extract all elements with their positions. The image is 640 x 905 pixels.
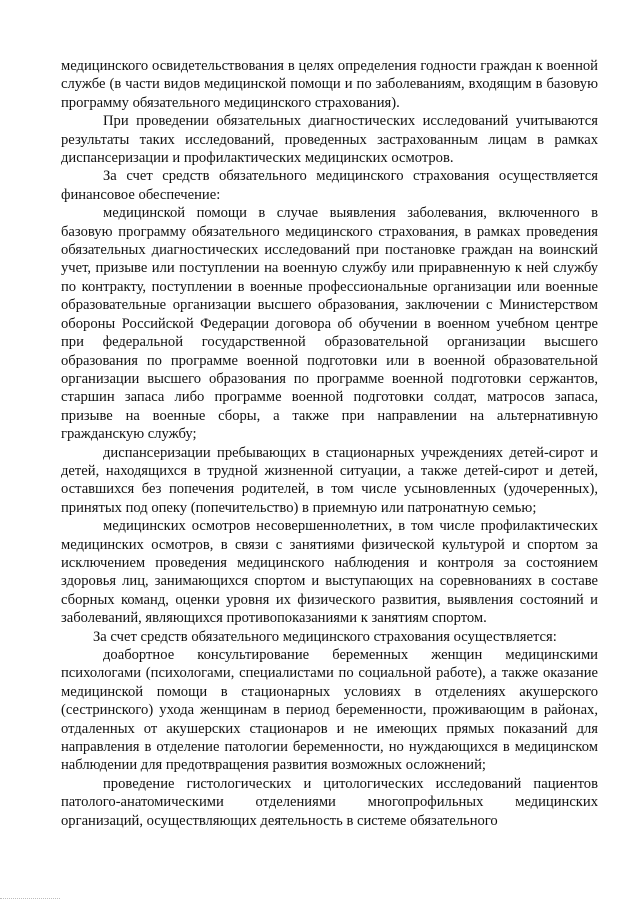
paragraph-7: За счет средств обязательного медицинского страхования осуществляется: [93, 628, 557, 645]
paragraph-3: За счет средств обязательного медицинского страхования осуществляется финансовое обеспечение: [61, 168, 598, 203]
scan-edge-mark [0, 898, 60, 905]
paragraph-6: медицинских осмотров несовершеннолетних, в том числе профилактических медицинских осмотров, в связи с занятиями физической культурой и спортом за исключением проведения медицинского наблюдения и контроля за состоянием здоровья лиц, занимающихся спортом и выступающих на соревнованиях в составе сборных команд, оценки уровня их физического развития, выявления состояний и заболеваний, являющихся противопоказаниями к занятиям спортом. [61, 518, 598, 627]
document-body [61, 57, 598, 830]
paragraph-5: диспансеризации пребывающих в стационарных учреждениях детей-сирот и детей, находящихся в трудной жизненной ситуации, а также детей-сирот и детей, оставшихся без попечения родителей, в том числе усыновленных (удочеренных), принятых под опеку (попечительство) в приемную или патронатную семью; [61, 444, 598, 516]
paragraph-2: При проведении обязательных диагностических исследований учитываются результаты таких исследований, проведенных застрахованным лицам в рамках диспансеризации и профилактических медицинских осмотров. [61, 113, 598, 167]
paragraph-9: проведение гистологических и цитологических исследований пациентов патолого-анатомическими отделениями многопрофильных медицинских организаций, осуществляющих деятельность в системе обязательного [61, 775, 598, 829]
paragraph-4: медицинской помощи в случае выявления заболевания, включенного в базовую программу обязательного медицинского страхования, в рамках проведения обязательных диагностических исследований при постановке граждан на воинский учет, призыве или поступлении на военную службу или приравненную к ней службу по контракту, поступлении в военные профессиональные организации или военные образовательные организации высшего образования, заключении с Министерством обороны Российской Федерации договора об обучении в военном учебном центре при федеральной государственной образовательной организации высшего образования по программе военной подготовки или в военной образовательной организации высшего образования по программе военной подготовки сержантов, старшин запаса либо программе военной подготовки солдат, матросов запаса, призыве на военные сборы, а также при направлении на альтернативную гражданскую службу; [61, 205, 598, 443]
paragraph-1: медицинского освидетельствования в целях определения годности граждан к военной службе (в части видов медицинской помощи и по заболеваниям, входящим в базовую программу обязательного медицинского страхования). [61, 58, 598, 111]
paragraph-8: доабортное консультирование беременных женщин медицинскими психологами (психологами, специалистами по социальной работе), а также оказание медицинской помощи в стационарных условиях в отделениях акушерского (сестринского) ухода женщинам в период беременности, проживающим в районах, отдаленных от акушерских стационаров и не имеющих прямых показаний для направления в отделение патологии беременности, но нуждающихся в медицинском наблюдении для предотвращения развития возможных осложнений; [61, 647, 598, 774]
